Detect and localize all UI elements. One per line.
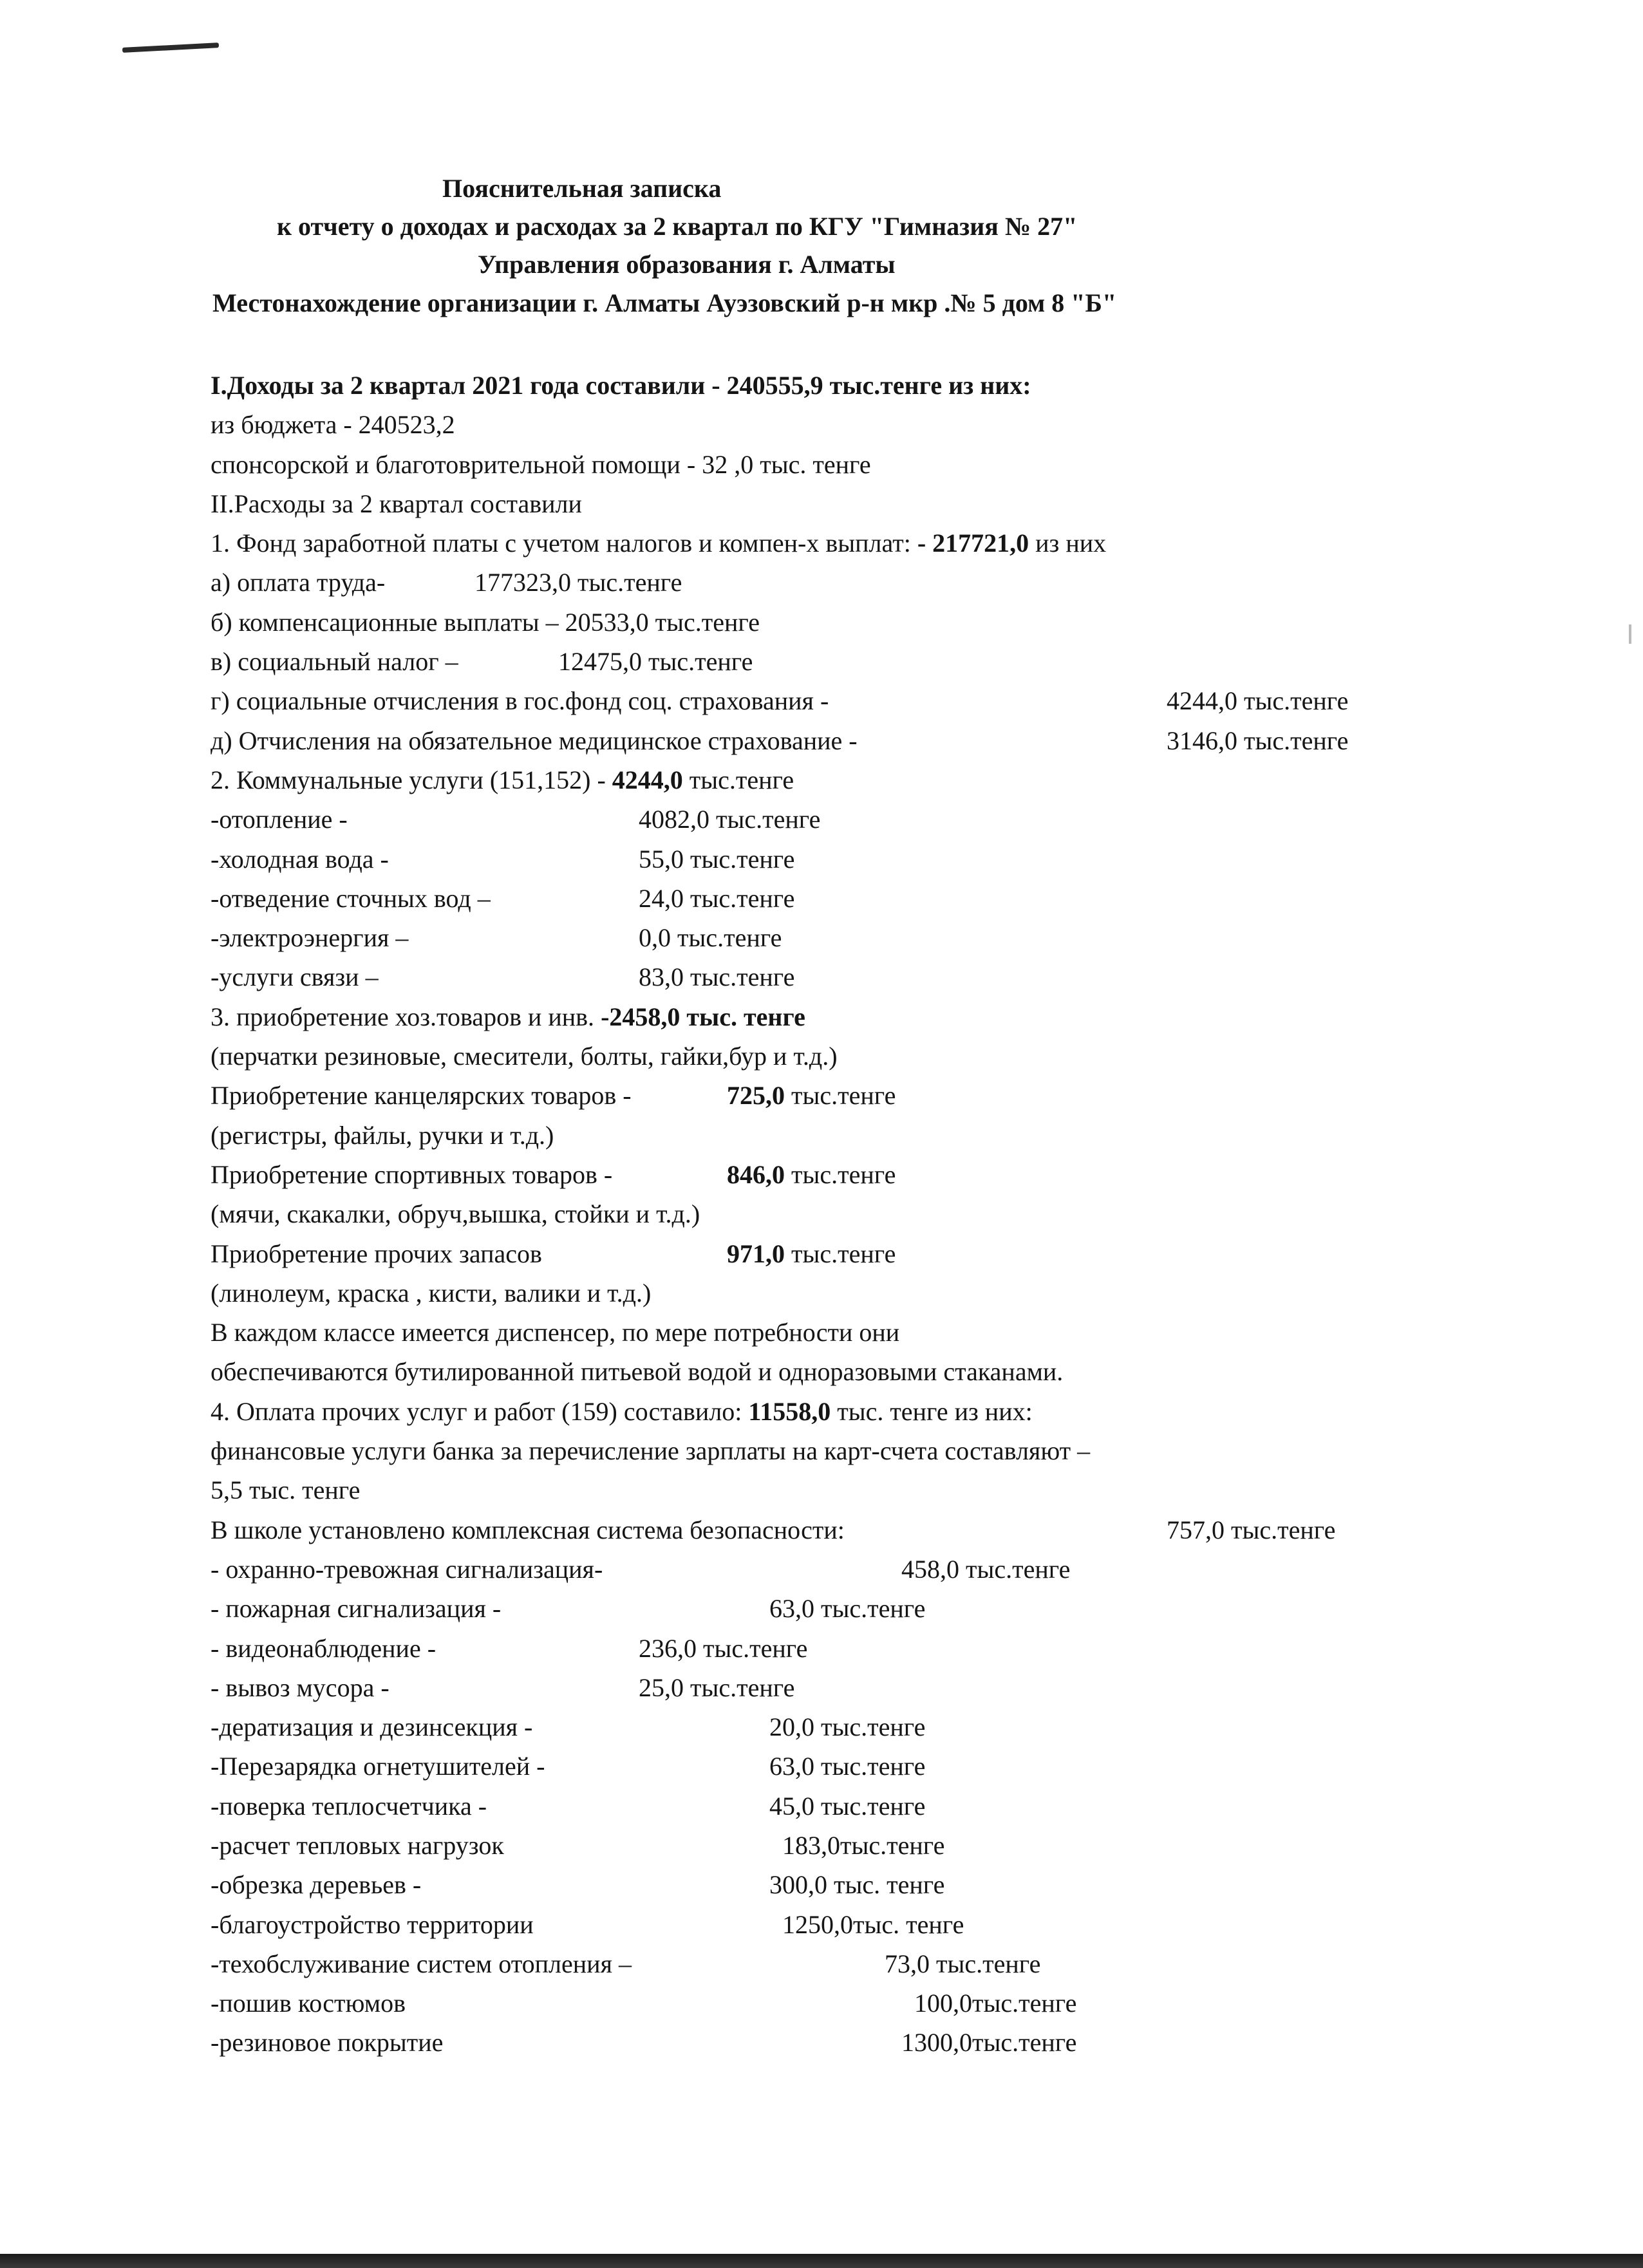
expenses-heading: II.Расходы за 2 квартал составили bbox=[211, 489, 582, 518]
scan-edge-mark bbox=[1629, 624, 1631, 644]
garbage-removal: - вывоз мусора - 25,0 тыс.тенге bbox=[211, 1673, 795, 1702]
utility-communications: -услуги связи – 83,0 тыс.тенге bbox=[211, 962, 795, 992]
pest-control: -дератизация и дезинсекция - 20,0 тыс.тенге bbox=[211, 1712, 926, 1742]
payroll-fund: 1. Фонд заработной платы с учетом налогов и компен-х выплат: - 217721,0 из них bbox=[211, 529, 1107, 558]
heating-maintenance: -техобслуживание систем отопления – 73,0 тыс.тенге bbox=[211, 1949, 1041, 1978]
office-supplies-note: (регистры, файлы, ручки и т.д.) bbox=[211, 1120, 554, 1150]
extinguisher-recharge: -Перезарядка огнетушителей - 63,0 тыс.тенге bbox=[211, 1752, 926, 1781]
income-sponsor: спонсорской и благотоврительной помощи - 32 ,0 тыс. тенге bbox=[211, 449, 871, 479]
tree-trimming: -обрезка деревьев - 300,0 тыс. тенге bbox=[211, 1870, 945, 1900]
bank-services: финансовые услуги банка за перечисление зарплаты на карт-счета составляют – bbox=[211, 1436, 1091, 1466]
rubber-coating: -резиновое покрытие 1300,0тыс.тенге bbox=[211, 2028, 1077, 2057]
household-goods-note: (перчатки резиновые, смесители, болты, гайки,бур и т.д.) bbox=[211, 1042, 838, 1071]
organization-line: Управления образования г. Алматы bbox=[478, 250, 896, 279]
heat-load-calc: -расчет тепловых нагрузок 183,0тыс.тенге bbox=[211, 1830, 945, 1860]
payroll-social-insurance: г) социальные отчисления в гос.фонд соц. страхования - 4244,0 тыс.тенге bbox=[211, 686, 1349, 716]
utility-electricity: -электроэнергия – 0,0 тыс.тенге bbox=[211, 923, 782, 953]
security-system: В школе установлено комплексная система безопасности: 757,0 тыс.тенге bbox=[211, 1515, 1336, 1544]
fire-alarm: - пожарная сигнализация - 63,0 тыс.тенге bbox=[211, 1594, 926, 1624]
other-supplies-note: (линолеум, краска , кисти, валики и т.д.) bbox=[211, 1278, 652, 1307]
office-supplies: Приобретение канцелярских товаров - 725,0 тыс.тенге bbox=[211, 1081, 896, 1111]
sports-goods: Приобретение спортивных товаров - 846,0 тыс.тенге bbox=[211, 1159, 896, 1189]
payroll-medical-insurance: д) Отчисления на обязательное медицинское страхование - 3146,0 тыс.тенге bbox=[211, 726, 1349, 755]
sports-goods-note: (мячи, скакалки, обруч,вышка, стойки и т.д.) bbox=[211, 1199, 700, 1229]
scan-pen-mark bbox=[122, 42, 219, 53]
bank-services-amount: 5,5 тыс. тенге bbox=[211, 1476, 361, 1505]
dispenser-note-2: обеспечиваются бутилированной питьевой водой и одноразовыми стаканами. bbox=[211, 1357, 1064, 1387]
other-supplies: Приобретение прочих запасов 971,0 тыс.тенге bbox=[211, 1239, 896, 1268]
payroll-wages: а) оплата труда- 177323,0 тыс.тенге bbox=[211, 568, 682, 597]
landscaping: -благоустройство территории 1250,0тыс. тенге bbox=[211, 1909, 964, 1939]
utility-wastewater: -отведение сточных вод – 24,0 тыс.тенге bbox=[211, 883, 795, 913]
income-budget: из бюджета - 240523,2 bbox=[211, 410, 455, 440]
costume-sewing: -пошив костюмов 100,0тыс.тенге bbox=[211, 1989, 1077, 2018]
payroll-compensation: б) компенсационные выплаты – 20533,0 тыс.тенге bbox=[211, 607, 760, 637]
payroll-social-tax: в) социальный налог – 12475,0 тыс.тенге bbox=[211, 647, 753, 677]
location-line: Местонахождение организации г. Алматы Ауэзовский р-н мкр .№ 5 дом 8 "Б" bbox=[212, 288, 1117, 317]
services-total: 4. Оплата прочих услуг и работ (159) составило: 11558,0 тыс. тенге из них: bbox=[211, 1396, 1033, 1426]
document-title: Пояснительная записка bbox=[442, 174, 722, 203]
report-body bbox=[211, 366, 1472, 2063]
dispenser-note-1: В каждом классе имеется диспенсер, по мере потребности они bbox=[211, 1318, 900, 1347]
heat-meter-check: -поверка теплосчетчика - 45,0 тыс.тенге bbox=[211, 1791, 926, 1821]
utility-heating: -отопление - 4082,0 тыс.тенге bbox=[211, 805, 821, 834]
video-surveillance: - видеонаблюдение - 236,0 тыс.тенге bbox=[211, 1633, 808, 1663]
utility-cold-water: -холодная вода - 55,0 тыс.тенге bbox=[211, 844, 795, 874]
income-total: I.Доходы за 2 квартал 2021 года составили - 240555,9 тыс.тенге из них: bbox=[211, 371, 1031, 400]
scan-bottom-edge bbox=[0, 2254, 1643, 2268]
document-subtitle: к отчету о доходах и расходах за 2 квартал по КГУ "Гимназия № 27" bbox=[277, 212, 1078, 241]
security-alarm: - охранно-тревожная сигнализация- 458,0 тыс.тенге bbox=[211, 1554, 1071, 1584]
household-goods-total: 3. приобретение хоз.товаров и инв. -2458,0 тыс. тенге bbox=[211, 1002, 805, 1031]
utilities-total: 2. Коммунальные услуги (151,152) - 4244,0 тыс.тенге bbox=[211, 765, 794, 794]
